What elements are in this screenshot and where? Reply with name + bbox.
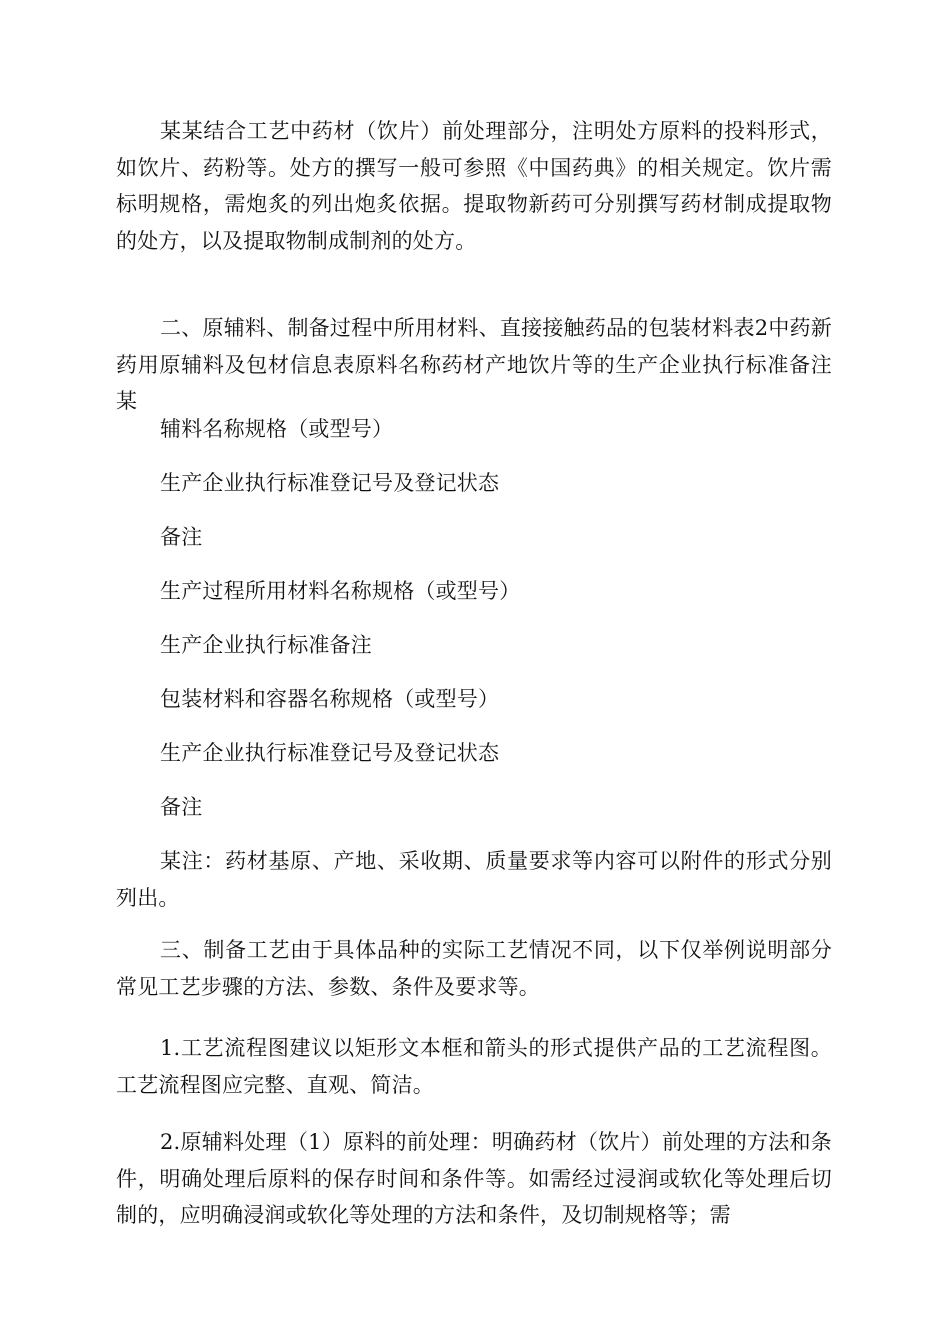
paragraph-packaging-manufacturer: 生产企业执行标准登记号及登记状态 — [160, 741, 500, 765]
paragraph-packaging-remarks: 备注 — [160, 795, 203, 819]
paragraph-process-material-name: 生产过程所用材料名称规格（或型号） — [160, 579, 521, 603]
paragraph-section-two-heading: 二、原辅料、制备过程中所用材料、直接接触药品的包装材料表2中药新药用原辅料及包材信息表原料名称药材产地饮片等的生产企业执行标准备注某 — [116, 316, 832, 413]
paragraph-process-material-manufacturer: 生产企业执行标准备注 — [160, 633, 372, 657]
paragraph-note: 某注：药材基原、产地、采收期、质量要求等内容可以附件的形式分别列出。 — [116, 849, 832, 910]
paragraph-processing-note: 某某结合工艺中药材（饮片）前处理部分，注明处方原料的投料形式，如饮片、药粉等。处方的撰写一般可参照《中国药典》的相关规定。饮片需标明规格，需炮炙的列出炮炙依据。提取物新药可分别撰写药材制成提取物的处方，以及提取物制成制剂的处方。 — [116, 119, 832, 253]
paragraph-raw-material-processing: 2.原辅料处理（1）原料的前处理：明确药材（饮片）前处理的方法和条件，明确处理后原料的保存时间和条件等。如需经过浸润或软化等处理后切制的，应明确浸润或软化等处理的方法和条件，及切制规格等；需 — [116, 1130, 832, 1227]
paragraph-excipient-name: 辅料名称规格（或型号） — [160, 417, 394, 441]
paragraph-section-three-heading: 三、制备工艺由于具体品种的实际工艺情况不同，以下仅举例说明部分常见工艺步骤的方法、参数、条件及要求等。 — [116, 938, 832, 999]
paragraph-excipient-manufacturer: 生产企业执行标准登记号及登记状态 — [160, 471, 500, 495]
paragraph-flowchart: 1.工艺流程图建议以矩形文本框和箭头的形式提供产品的工艺流程图。工艺流程图应完整、直观、简洁。 — [116, 1036, 832, 1097]
paragraph-excipient-remarks: 备注 — [160, 525, 203, 549]
paragraph-packaging-name: 包装材料和容器名称规格（或型号） — [160, 687, 500, 711]
